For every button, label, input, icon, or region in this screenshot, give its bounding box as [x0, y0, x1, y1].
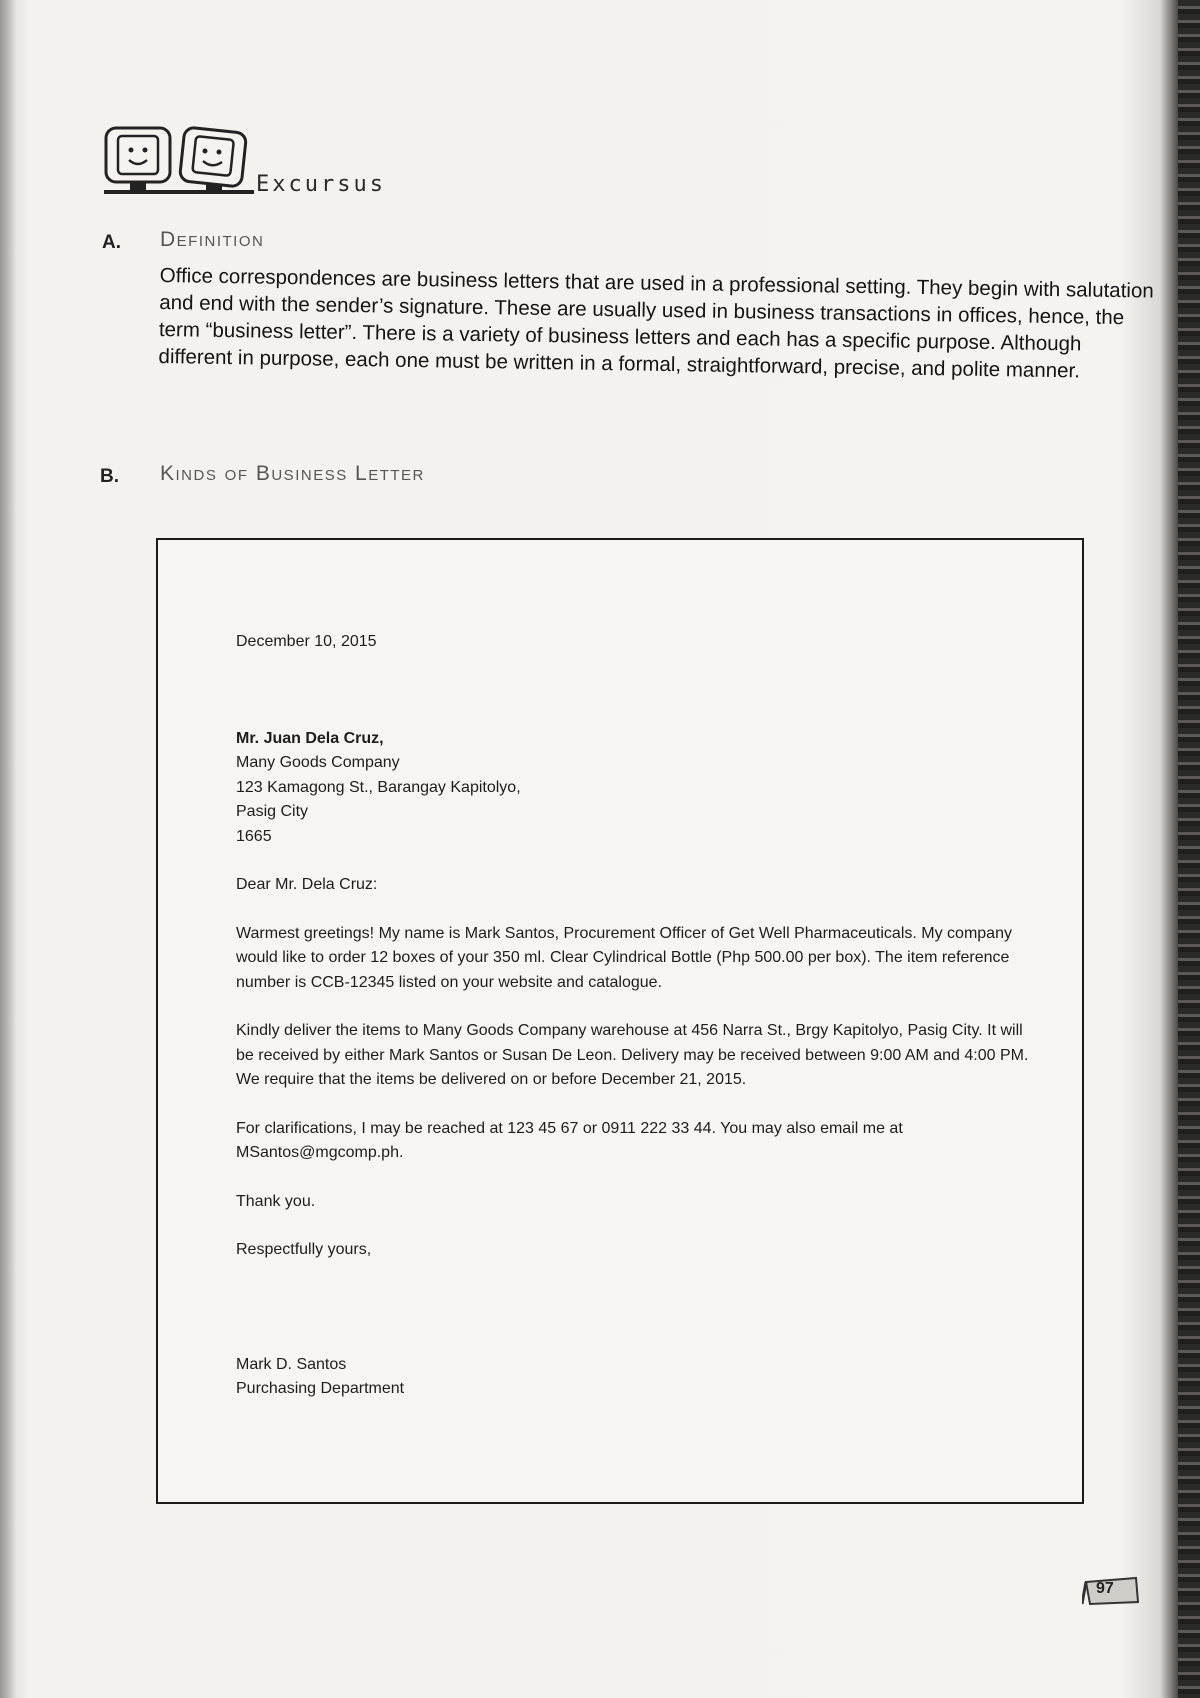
- book-edge: [1178, 0, 1200, 1698]
- recipient-zip: 1665: [236, 827, 272, 845]
- letter-paragraph: Warmest greetings! My name is Mark Santos, Procurement Officer of Get Well Pharmaceuticals. My company would like to order 12 boxes of your 350 ml. Clear Cylindrical Bottle (Php 500.00 per box). The item reference number is CCB-12345 listed on your website and catalogue.: [236, 924, 1012, 991]
- recipient-city: Pasig City: [236, 803, 309, 820]
- page-number: 97: [1096, 1580, 1114, 1597]
- letter-date: December 10, 2015: [236, 633, 377, 650]
- header-title: Excursus: [256, 172, 386, 197]
- letter-paragraph: Kindly deliver the items to Many Goods Company warehouse at 456 Narra St., Brgy Kapitolyo, Pasig City. It will be received by either Mark Santos or Susan De Leon. Delivery may be received between 9:00 AM and 4:00 PM. We require that the items be delivered on or before December 21, 2015.: [236, 1022, 1029, 1088]
- sample-letter-box: [156, 538, 1084, 1504]
- letter-salutation: Dear Mr. Dela Cruz:: [236, 876, 378, 893]
- signer-name: Mark D. Santos: [236, 1355, 347, 1373]
- section-b-letter: B.: [100, 466, 119, 487]
- letter-thanks: Thank you.: [236, 1192, 316, 1210]
- recipient-street: 123 Kamagong St., Barangay Kapitolyo,: [236, 778, 521, 796]
- recipient-name: Mr. Juan Dela Cruz,: [236, 729, 384, 747]
- recipient-address: [236, 727, 1036, 850]
- recipient-company: Many Goods Company: [236, 754, 400, 771]
- section-a-letter: A.: [102, 232, 121, 253]
- page-gutter-shadow: [0, 0, 16, 1698]
- signer-department: Purchasing Department: [236, 1380, 405, 1397]
- letter-closing: Respectfully yours,: [236, 1241, 372, 1258]
- letter-paragraph: For clarifications, I may be reached at 123 45 67 or 0911 222 33 44. You may also email me at MSantos@mgcomp.ph.: [236, 1119, 903, 1161]
- section-b-title: Kinds of Business Letter: [160, 462, 425, 485]
- section-a-title: Definition: [160, 228, 265, 251]
- business-letter: [236, 630, 1036, 1402]
- definition-paragraph: Office correspondences are business letters that are used in a professional setting. They begin with salutation and end with the sender’s signature. These are usually used in business transactions in offices, hence, the term “business letter”. There is a variety of business letters and each has a specific purpose. Although different in purpose, each one must be written in a formal, straightforward, precise, and polite manner.: [158, 263, 1154, 383]
